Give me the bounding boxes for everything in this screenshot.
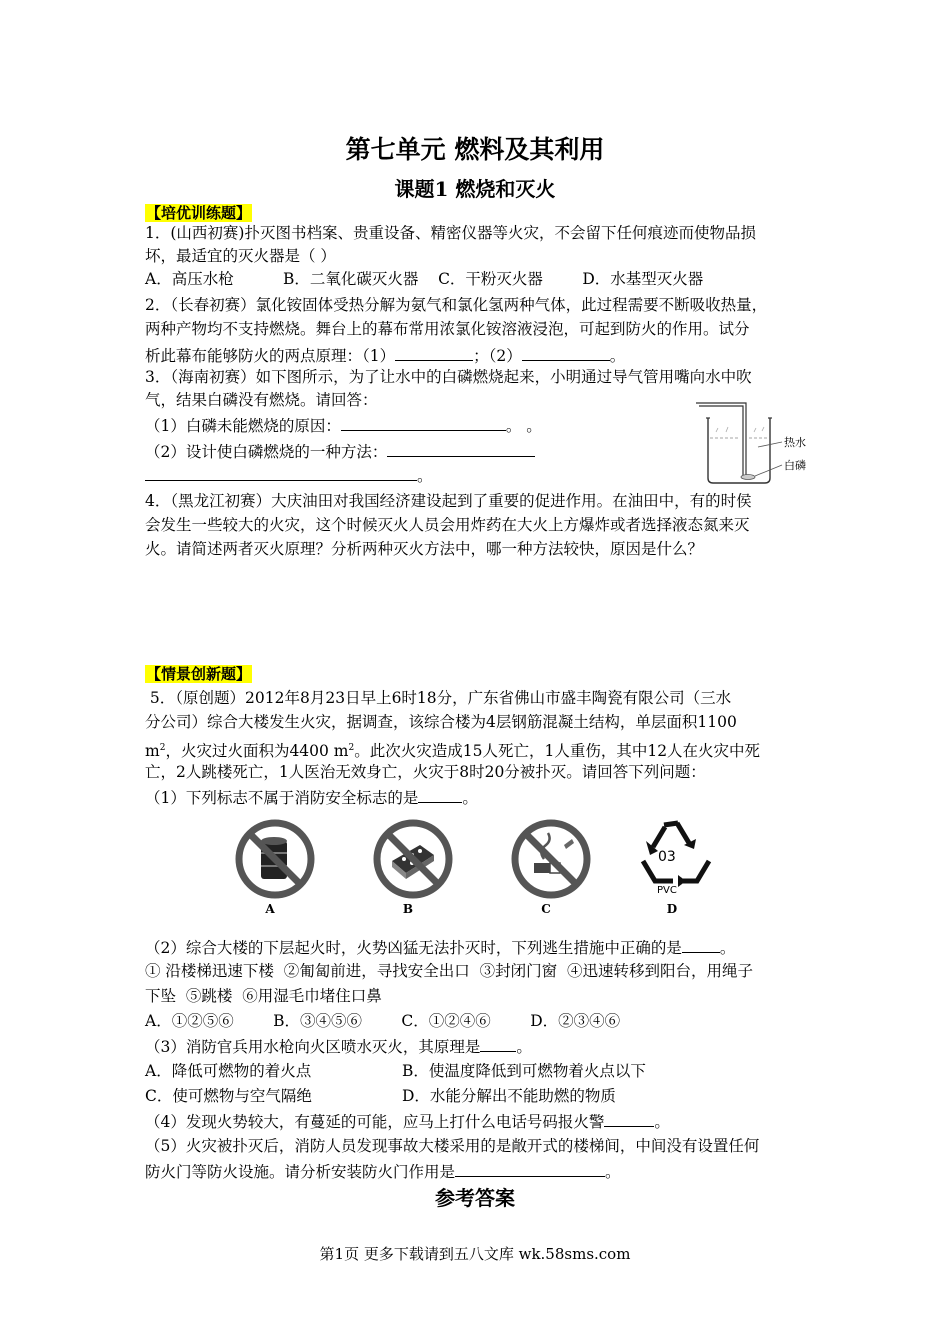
q4-line1: 4．（黑龙江初赛）大庆油田对我国经济建设起到了重要的促进作用。在油田中，有的时侯 xyxy=(145,492,752,510)
superscript: 2 xyxy=(159,743,166,753)
answer-blank[interactable] xyxy=(341,414,506,431)
sign-label: B xyxy=(402,902,414,916)
q5-sub3-opt-d: D．水能分解出不能助燃的物质 xyxy=(402,1087,616,1105)
q3-sub1-text: （1）白磷未能燃烧的原因： xyxy=(145,417,341,435)
q2-line3-b: ；（2） xyxy=(473,347,522,365)
q5-sub1-text: （1）下列标志不属于消防安全标志的是 xyxy=(145,789,419,807)
section-tag-scenario: 【情景创新题】 xyxy=(146,665,252,683)
answer-blank[interactable] xyxy=(145,464,417,481)
answer-blank[interactable] xyxy=(418,786,462,803)
q5-sub3-text: （3）消防官兵用水枪向火区喷水灭火，其原理是 xyxy=(145,1038,481,1056)
q5-line3 xyxy=(145,737,760,762)
answer-blank[interactable] xyxy=(682,936,720,953)
q5-sub2-line3: 下坠 ⑤跳楼 ⑥用湿毛巾堵住口鼻 xyxy=(145,987,382,1005)
answer-blank[interactable] xyxy=(455,1160,605,1177)
page-title: 第七单元 燃料及其利用 xyxy=(345,135,605,164)
q5-sub2-end: 。 xyxy=(719,939,736,957)
answer-blank[interactable] xyxy=(395,344,473,361)
q3-sub2-text: （2）设计使白磷燃烧的一种方法： xyxy=(145,443,388,461)
answer-blank[interactable] xyxy=(604,1110,654,1127)
q5-line4: 亡，2人跳楼死亡，1人医治无效身亡，火灾于8时20分被扑灭。请回答下列问题： xyxy=(145,763,706,781)
q5-sub5-line1: （5）火灾被扑灭后，消防人员发现事故大楼采用的是敞开式的楼梯间，中间没有设置任何 xyxy=(145,1137,760,1155)
beaker-diagram xyxy=(692,398,816,488)
q5-sub2-options: A．①②⑤⑥ B．③④⑤⑥ C．①②④⑥ D．②③④⑥ xyxy=(145,1012,621,1030)
q3-sub2-end: 。 xyxy=(417,467,433,485)
sign-c xyxy=(506,815,596,920)
q2-line3 xyxy=(145,344,625,367)
q3-sub2 xyxy=(145,440,535,463)
safety-signs-figure xyxy=(230,815,730,920)
q5-line3-a: m xyxy=(145,742,160,761)
q5-sub5-line2 xyxy=(145,1160,621,1183)
q5-sub3 xyxy=(145,1035,532,1058)
q5-sub1-end: 。 xyxy=(462,789,478,807)
q5-line2: 分公司）综合大楼发生火灾，据调查，该综合楼为4层钢筋混凝土结构，单层面积1100 xyxy=(145,713,737,731)
sign-a xyxy=(230,815,320,920)
q5-line1: 5．（原创题）2012年8月23日早上6时18分，广东省佛山市盛丰陶瓷有限公司（三水 xyxy=(145,689,732,707)
lesson-title: 课题1 燃烧和灭火 xyxy=(394,177,556,201)
recycle-number: 03 xyxy=(658,849,676,865)
q5-sub2 xyxy=(145,936,735,959)
answer-blank[interactable] xyxy=(480,1035,516,1052)
q5-sub4-end: 。 xyxy=(654,1113,670,1131)
q1-options: A．高压水枪 B．二氧化碳灭火器 C．干粉灭火器 D．水基型灭火器 xyxy=(145,270,704,288)
q2-line3-a: 析此幕布能够防火的两点原理：（1） xyxy=(145,347,396,365)
q3-sub2-cont xyxy=(145,464,433,487)
q5-sub3-opt-b: B．使温度降低到可燃物着火点以下 xyxy=(402,1062,646,1080)
q5-sub3-end: 。 xyxy=(516,1038,532,1056)
page-footer: 第1页 更多下载请到五八文库 wk.58sms.com xyxy=(319,1245,631,1263)
q5-sub5-text: 防火门等防火设施。请分析安装防火门作用是 xyxy=(145,1163,456,1181)
beaker-label-water: 热水 xyxy=(784,436,806,449)
q1-line2: 坏，最适宜的灭火器是（ ） xyxy=(145,247,336,265)
no-fireworks-icon xyxy=(368,815,458,903)
answer-blank[interactable] xyxy=(522,344,610,361)
q5-sub5-end: 。 xyxy=(605,1163,621,1181)
q4-line2: 会发生一些较大的火灾，这个时候灭火人员会用炸药在大火上方爆炸或者选择液态氮来灭 xyxy=(145,516,750,534)
recycle-pvc-icon xyxy=(632,815,722,903)
q5-sub2-line2: ① 沿楼梯迅速下楼 ②匍匐前进，寻找安全出口 ③封闭门窗 ④迅速转移到阳台，用绳子 xyxy=(145,962,753,980)
no-oil-drum-icon xyxy=(230,815,320,903)
answer-section-title: 参考答案 xyxy=(435,1186,515,1210)
q5-sub1 xyxy=(145,786,478,809)
sign-d xyxy=(632,815,722,920)
q1-line1: 1．(山西初赛)扑灭图书档案、贵重设备、精密仪器等火灾，不会留下任何痕迹而使物品损 xyxy=(145,224,756,242)
q3-line2: 气，结果白磷没有燃烧。请回答： xyxy=(145,391,378,409)
sign-b xyxy=(368,815,458,920)
q3-line1: 3．（海南初赛）如下图所示，为了让水中的白磷燃烧起来，小明通过导气管用嘴向水中吹 xyxy=(145,368,752,386)
no-smoking-icon xyxy=(506,815,596,903)
q5-line3-b: ，火灾过火面积为4400 m xyxy=(165,742,349,761)
q3-sub1 xyxy=(145,414,542,437)
superscript: 2 xyxy=(348,743,355,753)
q2-line1: 2．（长春初赛）氯化铵固体受热分解为氨气和氯化氢两种气体，此过程需要不断吸收热量， xyxy=(145,296,768,314)
q5-sub3-opt-a: A．降低可燃物的着火点 xyxy=(145,1062,312,1080)
sign-label: D xyxy=(666,902,678,916)
q5-sub2-text: （2）综合大楼的下层起火时，火势凶猛无法扑灭时，下列逃生措施中正确的是 xyxy=(145,939,682,957)
recycle-text: PVC xyxy=(657,885,677,896)
q5-line3-c: 。此次火灾造成15人死亡，1人重伤，其中12人在火灾中死 xyxy=(354,742,761,761)
beaker-label-phosphorus: 白磷 xyxy=(784,459,806,472)
q2-line2: 两种产物均不支持燃烧。舞台上的幕布常用浓氯化铵溶液浸泡，可起到防火的作用。试分 xyxy=(145,320,750,338)
q3-sub1-end: 。 。 xyxy=(505,417,542,435)
sign-label: A xyxy=(265,902,275,916)
q5-sub4 xyxy=(145,1110,670,1133)
q4-line3: 火。请简述两者灭火原理？分析两种灭火方法中，哪一种方法较快，原因是什么？ xyxy=(145,540,704,558)
sign-label: C xyxy=(541,902,551,916)
answer-blank[interactable] xyxy=(387,440,535,457)
q5-sub4-text: （4）发现火势较大，有蔓延的可能，应马上打什么电话号码报火警 xyxy=(145,1113,605,1131)
q5-sub3-opt-c: C．使可燃物与空气隔绝 xyxy=(145,1087,312,1105)
q2-line3-c: 。 xyxy=(609,347,626,365)
section-tag-training: 【培优训练题】 xyxy=(146,204,252,222)
